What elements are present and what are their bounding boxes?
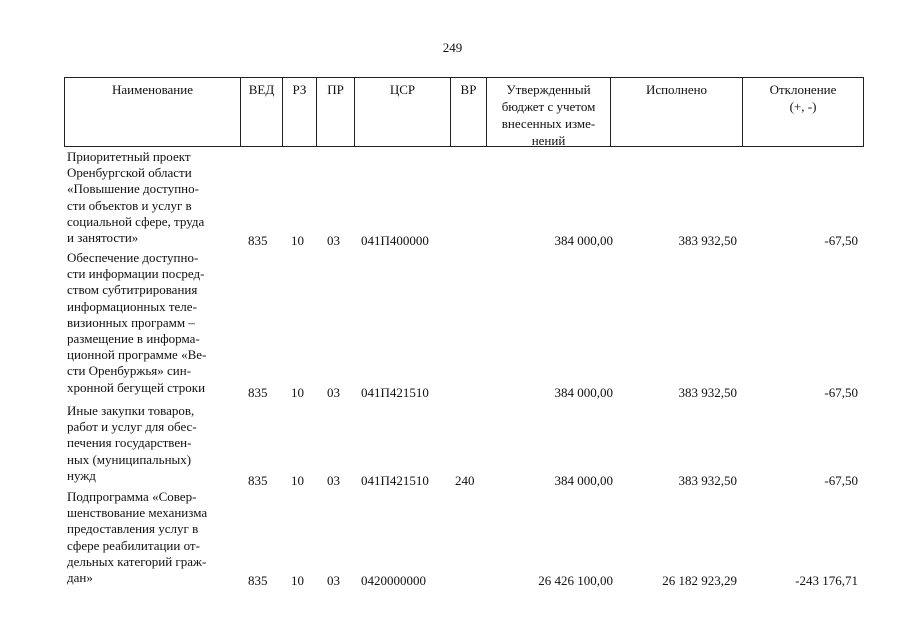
column-header-deviation: Отклонение (+, -) — [742, 78, 864, 147]
column-header-vr: ВР — [450, 78, 486, 147]
row-pr: 03 — [327, 473, 340, 488]
row-csr: 0420000000 — [361, 573, 426, 588]
row-budget: 384 000,00 — [554, 385, 613, 400]
column-header-budget: Утвержденный бюджет с учетом внесенных изме- нений — [486, 78, 610, 147]
row-ved: 835 — [248, 573, 268, 588]
row-deviation: -67,50 — [824, 473, 858, 488]
row-deviation: -243 176,71 — [795, 573, 858, 588]
row-pr: 03 — [327, 573, 340, 588]
row-csr: 041П400000 — [361, 233, 429, 248]
row-budget: 384 000,00 — [554, 473, 613, 488]
row-name: Иные закупки товаров, работ и услуг для обес- печения государствен- ных (муниципальных) нужд — [67, 403, 197, 483]
row-pr: 03 — [327, 233, 340, 248]
row-name: Подпрограмма «Совер- шенствование механизма предоставления услуг в сфере реабилитации от- дельных категорий граж- дан» — [67, 489, 208, 586]
column-header-ved: ВЕД — [240, 78, 282, 147]
row-ved: 835 — [248, 385, 268, 400]
row-name: Приоритетный проект Оренбургской области «Повышение доступно- сти объектов и услуг в социальной сфере, труда и занятости» — [67, 149, 205, 246]
row-pr: 03 — [327, 385, 340, 400]
column-header-csr: ЦСР — [354, 78, 450, 147]
page-number: 249 — [442, 40, 463, 55]
row-csr: 041П421510 — [361, 385, 429, 400]
row-ved: 835 — [248, 233, 268, 248]
row-deviation: -67,50 — [824, 233, 858, 248]
row-name: Обеспечение доступно- сти информации посред- ством субтитрирования информационных теле- визионных программ – размещение в информа- ционной программе «Ве- сти Оренбуржья» син- хронной бегущей строки — [67, 250, 207, 395]
column-header-pr: ПР — [316, 78, 354, 147]
row-rz: 10 — [291, 385, 304, 400]
table-header — [64, 77, 864, 147]
row-rz: 10 — [291, 473, 304, 488]
column-header-name: Наименование — [64, 78, 240, 147]
column-header-rz: РЗ — [282, 78, 316, 147]
row-budget: 26 426 100,00 — [538, 573, 613, 588]
row-rz: 10 — [291, 573, 304, 588]
row-executed: 383 932,50 — [678, 385, 737, 400]
row-ved: 835 — [248, 473, 268, 488]
row-executed: 383 932,50 — [678, 473, 737, 488]
column-header-executed: Исполнено — [610, 78, 742, 147]
row-rz: 10 — [291, 233, 304, 248]
row-vr: 240 — [455, 473, 475, 488]
row-budget: 384 000,00 — [554, 233, 613, 248]
row-deviation: -67,50 — [824, 385, 858, 400]
row-csr: 041П421510 — [361, 473, 429, 488]
row-executed: 26 182 923,29 — [662, 573, 737, 588]
row-executed: 383 932,50 — [678, 233, 737, 248]
